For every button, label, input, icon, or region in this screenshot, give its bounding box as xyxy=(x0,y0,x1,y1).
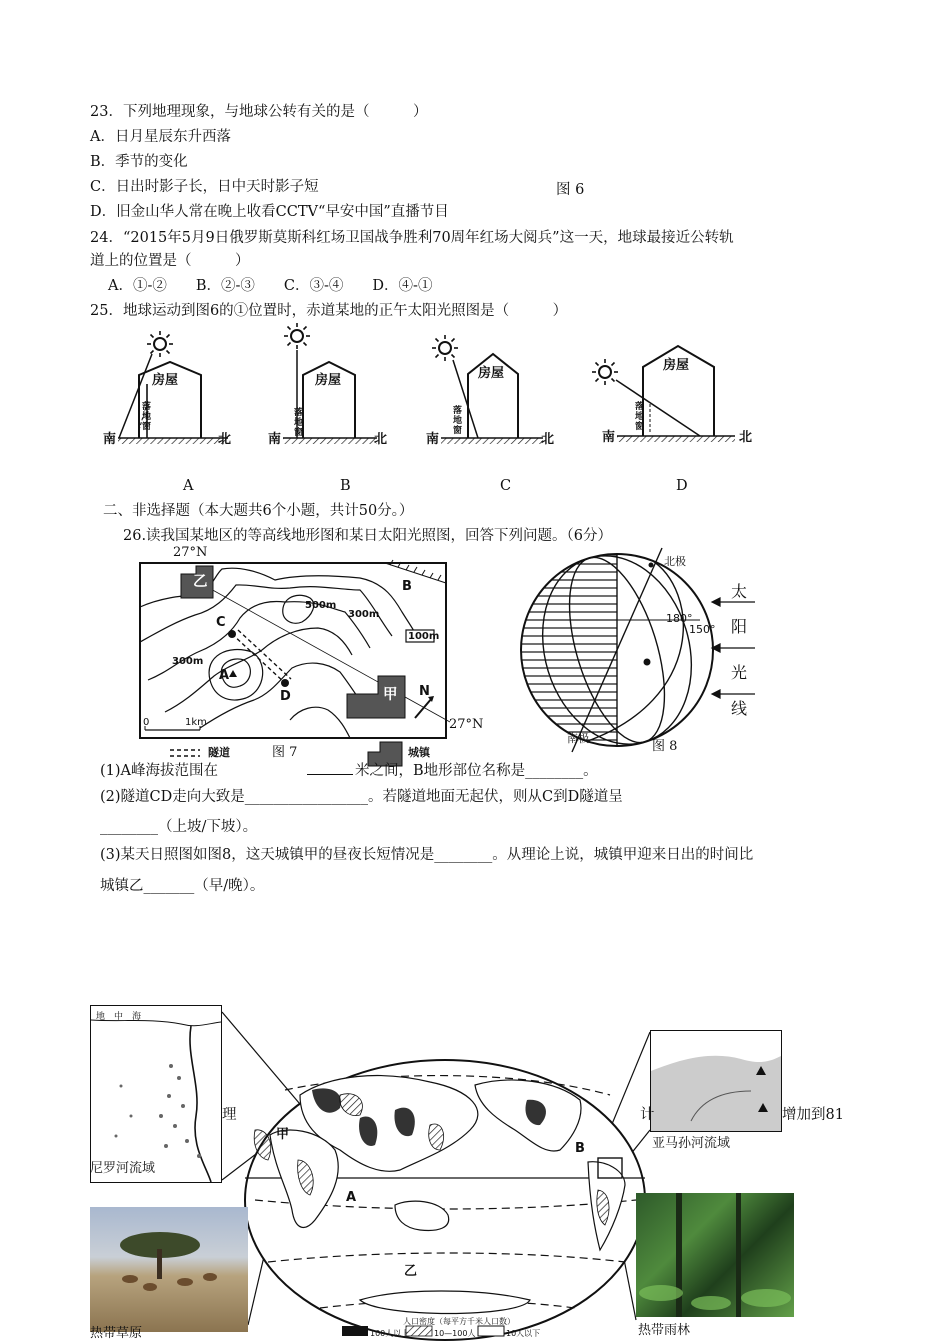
rainforest-caption: 热带雨林 xyxy=(638,1323,691,1338)
diagram-d-south: 南 xyxy=(602,430,616,445)
text-fragment-left: 理 xyxy=(222,1107,237,1123)
diagram-b-house-label: 房屋 xyxy=(315,373,342,388)
region-jia-label: 甲 xyxy=(276,1127,290,1142)
q24-stem-line1: 24．“2015年5月9日俄罗斯莫斯科红场卫国战争胜利70周年红场大阅兵”这一天，地球最接近公转轨 xyxy=(90,230,734,246)
sunlight-label-2: 阳 xyxy=(731,617,748,636)
q23-option-c[interactable]: C．日出时影子长，日中天时影子短 xyxy=(90,179,319,195)
q23-stem: 23．下列地理现象，与地球公转有关的是（ ） xyxy=(90,104,428,120)
savanna-photo xyxy=(90,1207,248,1332)
meridian-150-label: 150° xyxy=(689,623,716,636)
diagram-b-north: 北 xyxy=(374,432,388,447)
density-legend-low: 10人以下 xyxy=(506,1329,541,1338)
amazon-basin-caption: 亚马孙河流域 xyxy=(652,1136,731,1151)
diagram-b-south: 南 xyxy=(268,432,282,447)
figure-8-caption: 图 8 xyxy=(652,739,678,754)
mediterranean-label: 地 中 海 xyxy=(96,1012,142,1022)
q26-part1-b: 米之间，B地形部位名称是________。 xyxy=(355,763,598,779)
amazon-basin-inset xyxy=(650,1030,782,1132)
legend-town: 城镇 xyxy=(408,746,430,759)
point-d-label: D xyxy=(280,689,291,704)
option-b-label[interactable]: B xyxy=(340,478,351,494)
town-jia-label: 甲 xyxy=(383,686,398,703)
contour-500m-label: 500m xyxy=(305,600,337,611)
point-b-map-label: B xyxy=(575,1141,585,1156)
diagram-a-window-label: 落地窗 xyxy=(142,402,152,432)
nile-basin-caption: 尼罗河流域 xyxy=(90,1161,156,1176)
density-legend-mid: 10—100人 xyxy=(434,1329,476,1338)
diagram-c-window-label: 落地窗 xyxy=(453,406,463,436)
scale-zero: 0 xyxy=(143,717,150,728)
south-pole-label: 南极 xyxy=(567,732,589,745)
contour-100m-label: 100m xyxy=(408,631,440,642)
contour-300m-label-right: 300m xyxy=(348,609,380,620)
lat-top-label: 27°N xyxy=(173,545,208,560)
q23-option-a[interactable]: A．日月星辰东升西落 xyxy=(90,129,231,145)
option-d-label[interactable]: D xyxy=(676,478,688,494)
sunlight-label-3: 光 xyxy=(731,663,748,682)
meridian-180-label: 180° xyxy=(666,612,693,625)
region-yi-label: 乙 xyxy=(404,1264,418,1279)
diagram-a-south: 南 xyxy=(103,432,117,447)
q23-option-b[interactable]: B．季节的变化 xyxy=(90,154,188,170)
q26-part1-a: (1)A峰海拔范围在 xyxy=(100,763,219,779)
figure-8-illumination-globe xyxy=(510,545,780,765)
q26-part3-cont: 城镇乙_______（早/晚）。 xyxy=(100,878,265,894)
density-legend-title: 人口密度（每平方千米人口数） xyxy=(403,1317,515,1326)
text-fragment-right-2: 增加到81 xyxy=(782,1107,844,1123)
q24-options[interactable]: A．①-② B．②-③ C．③-④ D．④-① xyxy=(108,278,433,294)
figure-7-contour-map xyxy=(130,540,460,760)
diagram-c-north: 北 xyxy=(541,432,555,447)
q24-stem-line2: 道上的位置是（ ） xyxy=(90,253,250,269)
diagram-c xyxy=(432,335,543,444)
diagram-b-window-label: 落地窗 xyxy=(294,408,304,438)
q23-option-d[interactable]: D．旧金山华人常在晚上收看CCTV“早安中国”直播节目 xyxy=(90,204,449,220)
q26-part2-cont: ________（上坡/下坡）。 xyxy=(100,819,258,835)
point-c-label: C xyxy=(216,615,226,630)
diagram-d-window-label: 落地窗 xyxy=(635,402,645,432)
savanna-caption: 热带草原 xyxy=(90,1326,143,1341)
section-2-heading: 二、非选择题（本大题共6个小题，共计50分。） xyxy=(103,503,414,519)
q26-part2: (2)隧道CD走向大致是_________________。若隧道地面无起伏，则从C到D隧道呈 xyxy=(100,789,623,805)
density-legend-high: 100人以上 xyxy=(370,1329,410,1338)
sunlight-label-4: 线 xyxy=(731,699,748,718)
town-yi-label: 乙 xyxy=(193,573,208,590)
diagram-c-south: 南 xyxy=(426,432,440,447)
point-b-label: B xyxy=(402,579,412,594)
contour-300m-label-left: 300m xyxy=(172,656,204,667)
sunlight-label-1: 太 xyxy=(731,582,748,601)
diagram-a-north: 北 xyxy=(218,432,232,447)
figure-6-caption: 图 6 xyxy=(556,182,585,198)
q26-part1-blank[interactable] xyxy=(307,774,353,775)
option-a-label[interactable]: A xyxy=(183,478,194,494)
peak-a-label: A xyxy=(219,668,230,683)
diagram-d-house-label: 房屋 xyxy=(663,358,690,373)
rainforest-photo xyxy=(636,1193,794,1317)
scale-1km: 1km xyxy=(185,717,207,728)
q26-stem: 26.读我国某地区的等高线地形图和某日太阳光照图，回答下列问题。（6分） xyxy=(123,528,613,544)
lat-bottom-label: 27°N xyxy=(449,717,484,732)
diagram-d-north: 北 xyxy=(739,430,753,445)
point-a-map-label: A xyxy=(346,1190,357,1205)
text-fragment-right-1: 计 xyxy=(640,1107,655,1123)
north-pole-label: 北极 xyxy=(664,555,686,568)
diagram-a-house-label: 房屋 xyxy=(152,373,179,388)
figure-7-caption: 图 7 xyxy=(272,745,298,760)
option-c-label[interactable]: C xyxy=(500,478,512,494)
north-arrow-label: N xyxy=(419,684,430,699)
q26-part3: (3)某天日照图如图8，这天城镇甲的昼夜长短情况是________。从理论上说，城镇甲迎来日出的时间比 xyxy=(100,847,754,863)
q25-stem: 25．地球运动到图6的①位置时，赤道某地的正午太阳光照图是（ ） xyxy=(90,303,568,319)
diagram-c-house-label: 房屋 xyxy=(478,366,505,381)
legend-tunnel: 隧道 xyxy=(208,746,230,759)
